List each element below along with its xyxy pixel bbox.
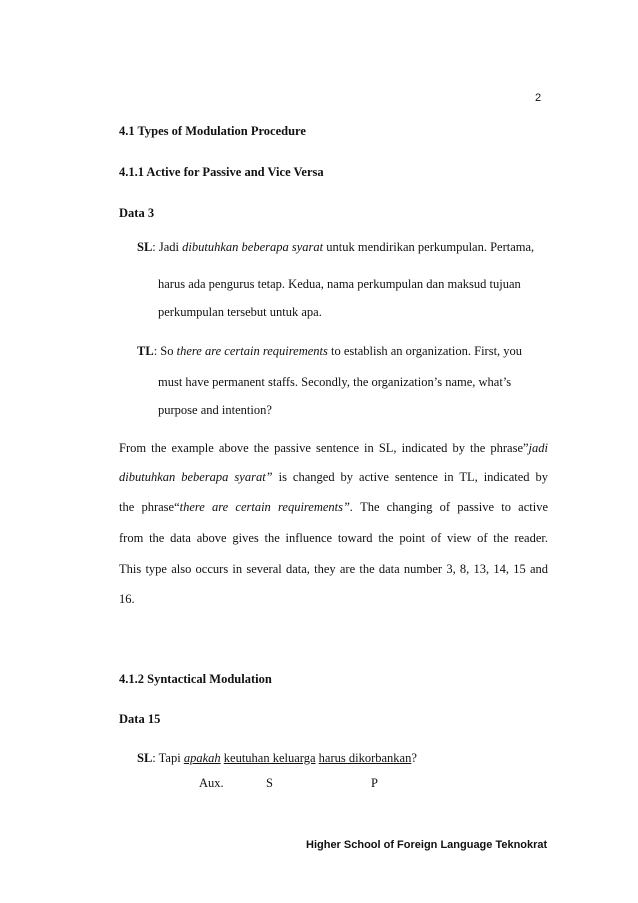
subject-tag: S bbox=[266, 776, 273, 790]
sl-label: SL bbox=[137, 751, 153, 765]
section-heading: 4.1 Types of Modulation Procedure bbox=[119, 124, 306, 138]
subsection-heading-syntactical: 4.1.2 Syntactical Modulation bbox=[119, 672, 272, 686]
source-language-line bbox=[137, 751, 417, 766]
paragraph-line: from the data above gives the influence toward the point of view of the reader. bbox=[119, 531, 548, 545]
sl-text: : Jadi bbox=[152, 240, 183, 254]
aux-word: apakah bbox=[183, 751, 221, 765]
paragraph-text: the phrase“ bbox=[119, 500, 180, 514]
source-language-line: harus ada pengurus tetap. Kedua, nama perkumpulan dan maksud tujuan bbox=[158, 277, 521, 291]
paragraph-text: The changing of passive to active bbox=[353, 500, 548, 514]
subject-phrase: keutuhan keluarga bbox=[223, 751, 316, 765]
paragraph-italic: dibutuhkan beberapa syarat” bbox=[119, 470, 273, 484]
tl-label: TL bbox=[137, 344, 154, 358]
page-number: 2 bbox=[535, 92, 542, 104]
data-label: Data 3 bbox=[119, 206, 155, 220]
sl-label: SL bbox=[137, 240, 153, 254]
sl-text: untuk mendirikan perkumpulan. Pertama, bbox=[323, 240, 535, 254]
sl-text: ? bbox=[411, 751, 417, 765]
source-language-line: perkumpulan tersebut untuk apa. bbox=[158, 305, 322, 319]
tl-italic-phrase: there are certain requirements bbox=[176, 344, 328, 358]
paragraph-text: From the example above the passive sentence in SL, indicated by the phrase” bbox=[119, 441, 529, 455]
tl-text: : So bbox=[153, 344, 177, 358]
data-label: Data 15 bbox=[119, 712, 161, 726]
aux-tag: Aux. bbox=[199, 776, 224, 790]
target-language-line bbox=[137, 344, 522, 359]
subsection-heading-active-passive: 4.1.1 Active for Passive and Vice Versa bbox=[119, 165, 324, 179]
paragraph-line bbox=[119, 470, 548, 485]
sl-text: : Tapi bbox=[152, 751, 184, 765]
page-footer: Higher School of Foreign Language Teknokrat bbox=[306, 839, 548, 851]
paragraph-line bbox=[119, 500, 548, 515]
predicate-phrase: harus dikorbankan bbox=[318, 751, 412, 765]
source-language-line bbox=[137, 240, 534, 255]
predicate-tag: P bbox=[371, 776, 378, 790]
target-language-line: purpose and intention? bbox=[158, 403, 272, 417]
tl-text: to establish an organization. First, you bbox=[327, 344, 523, 358]
paragraph-line: This type also occurs in several data, they are the data number 3, 8, 13, 14, 15 and bbox=[119, 562, 548, 576]
paragraph-line: 16. bbox=[119, 592, 135, 606]
target-language-line: must have permanent staffs. Secondly, the organization’s name, what’s bbox=[158, 375, 512, 389]
paragraph-italic: there are certain requirements”. bbox=[179, 500, 354, 514]
sl-italic-phrase: dibutuhkan beberapa syarat bbox=[182, 240, 324, 254]
paragraph-italic: jadi bbox=[528, 441, 548, 455]
paragraph-text: is changed by active sentence in TL, indicated by bbox=[272, 470, 548, 484]
paragraph-line bbox=[119, 441, 548, 456]
